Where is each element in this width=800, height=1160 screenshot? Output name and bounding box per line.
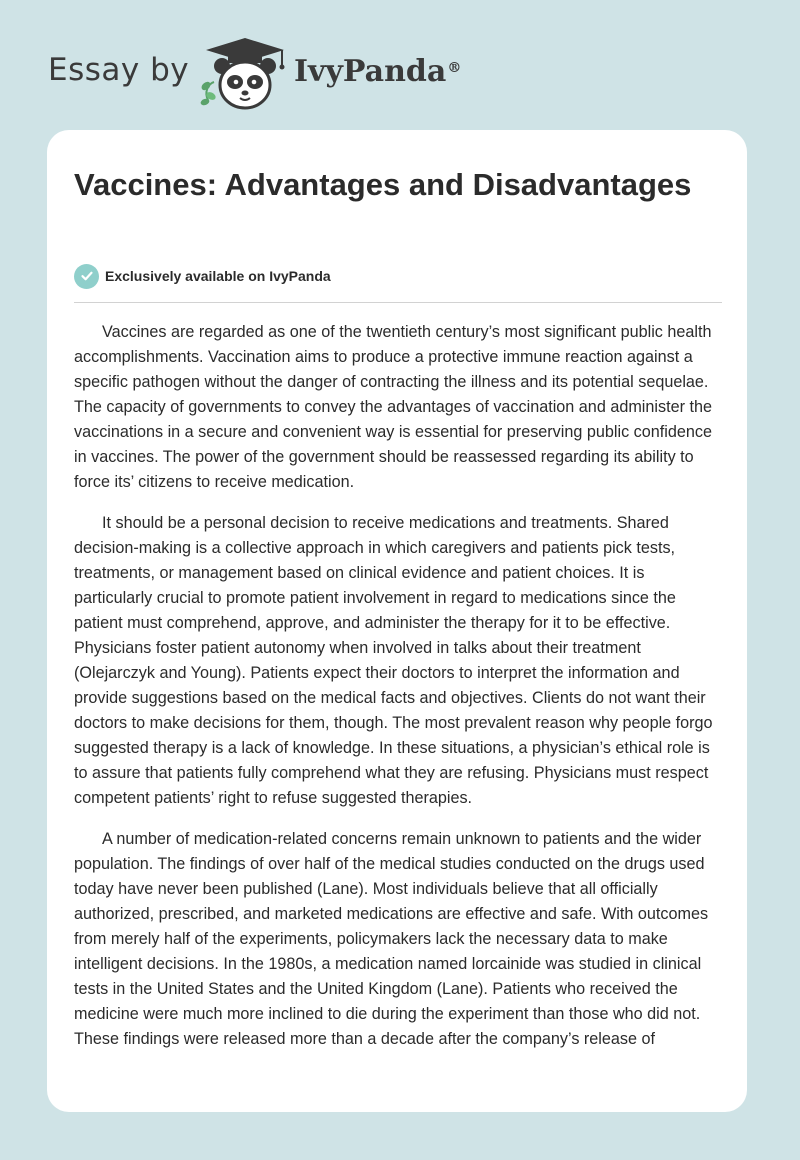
brand-name-text: IvyPanda (294, 54, 447, 89)
registered-mark: ® (447, 60, 462, 76)
essay-title: Vaccines: Advantages and Disadvantages (74, 167, 692, 202)
paragraph: Vaccines are regarded as one of the twentieth century’s most significant public health accomplishments. Vaccination aims to produce a protective immune reaction against a specific pathogen without the danger of contracting the illness and its potential sequelae. The capacity of governments to convey the advantages of vaccination and administer the vaccinations in a secure and convenient way is essential for preserving public confidence in vaccines. The power of the government should be reassessed regarding its ability to force its’ citizens to receive medication. (74, 323, 712, 491)
brand-name[interactable] (294, 54, 461, 90)
essay-by-label: Essay by (48, 52, 190, 88)
paragraph: A number of medication-related concerns remain unknown to patients and the wider population. The findings of over half of the medical studies conducted on the drugs used today have never been published (Lane). Most individuals believe that all officially authorized, prescribed, and marketed medications are effective and safe. With outcomes from merely half of the experiments, policymakers lack the necessary data to make intelligent decisions. In the 1980s, a medication named lorcainide was studied in clinical tests in the United States and the United Kingdom (Lane). Patients who received the medicine were much more inclined to die during the experiment than those who did not. These findings were released more than a decade after the company’s release of (74, 830, 709, 1048)
exclusive-badge (74, 263, 331, 289)
panda-graduate-icon[interactable] (198, 36, 292, 112)
paragraph: It should be a personal decision to receive medications and treatments. Shared decision-making is a collective approach in which caregivers and patients pick tests, treatments, or management based on clinical evidence and patient choices. It is particularly crucial to promote patient involvement in regard to medications since the patient must comprehend, approve, and administer the therapy for it to be effective. Physicians foster patient autonomy when involved in talks about their treatment (Olejarczyk and Young). Patients expect their doctors to interpret the information and provide suggestions based on the medical facts and objectives. Clients do not want their doctors to make decisions for them, though. The most prevalent reason why people forgo suggested therapy is a lack of knowledge. In these situations, a physician’s ethical role is to assure that patients fully comprehend what they are refusing. Physicians must respect competent patients’ right to refuse suggested therapies. (74, 514, 713, 807)
check-icon (74, 264, 99, 289)
site-header (0, 0, 800, 120)
essay-body (74, 320, 726, 1068)
essay-card (47, 130, 747, 1112)
divider (74, 302, 722, 303)
exclusive-badge-label: Exclusively available on IvyPanda (105, 268, 331, 284)
